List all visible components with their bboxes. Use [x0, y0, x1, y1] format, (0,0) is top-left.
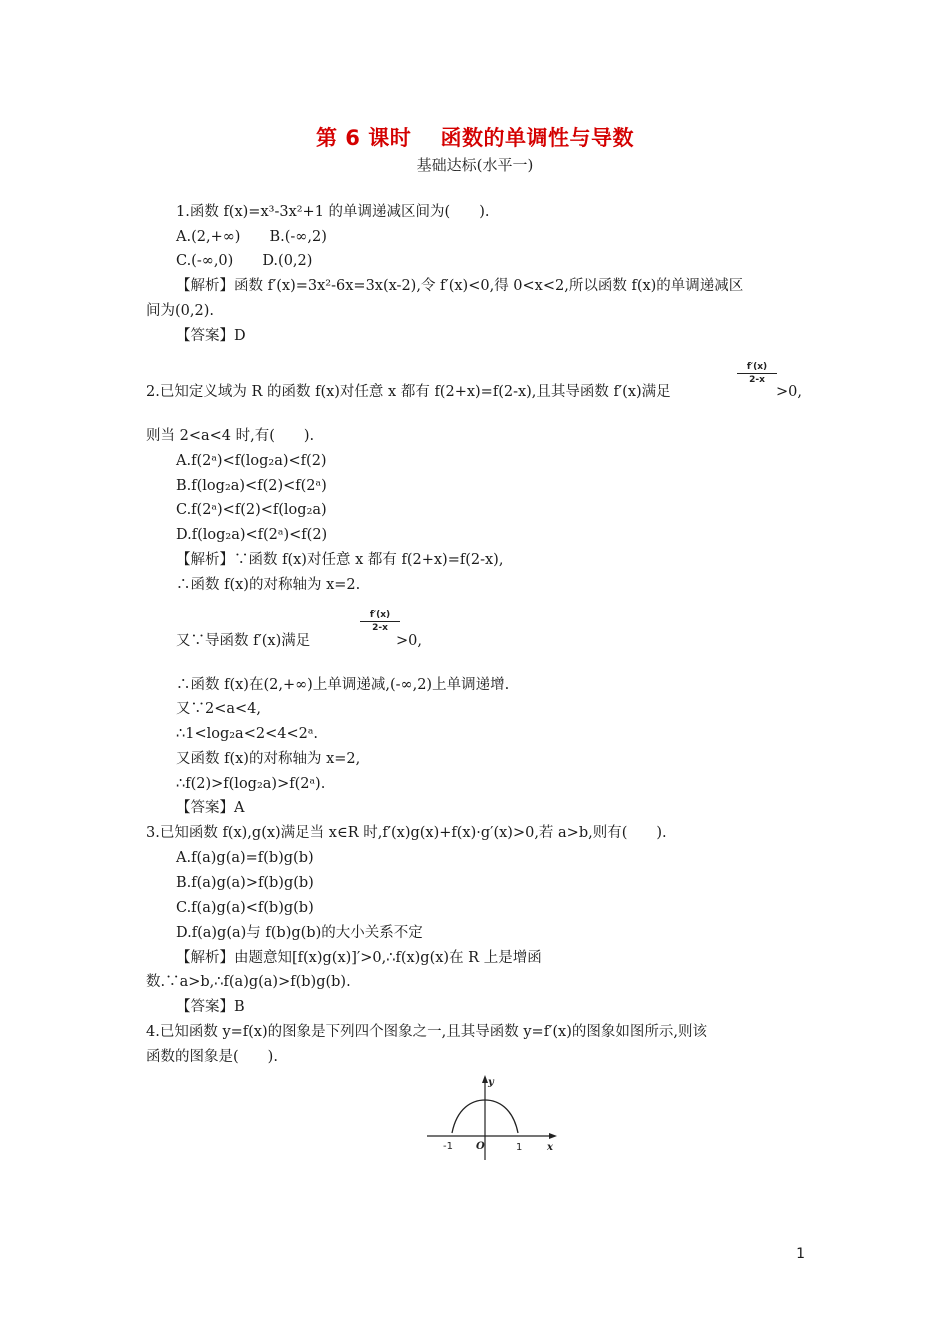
q4-stem-line-2: 函数的图象是( ).	[146, 1049, 278, 1065]
q3-option-a: A.f(a)g(a)=f(b)g(b)	[176, 850, 314, 866]
q1-analysis-line-1: 【解析】函数 f′(x)=3x²-6x=3x(x-2),令 f′(x)<0,得 0<x<2,所以函数 f(x)的单调递减区	[176, 278, 744, 294]
origin-label: O	[476, 1141, 485, 1152]
q2-analysis-7: 又函数 f(x)的对称轴为 x=2,	[176, 751, 361, 767]
q1-options-ab: A.(2,+∞) B.(-∞,2)	[176, 229, 327, 245]
q3-analysis-2: 数.∵a>b,∴f(a)g(a)>f(b)g(b).	[146, 974, 351, 990]
q2-analysis-8: ∴f(2)>f(log₂a)>f(2ᵃ).	[176, 776, 326, 792]
y-axis-label: y	[488, 1077, 494, 1088]
q3-option-c: C.f(a)g(a)<f(b)g(b)	[176, 900, 314, 916]
q2-analysis-3-tail: >0,	[396, 633, 422, 649]
page-subtitle: 基础达标(水平一)	[416, 156, 534, 174]
q3-answer: 【答案】B	[176, 999, 245, 1015]
q2-analysis-5: 又∵2<a<4,	[176, 701, 262, 717]
q2-stem-line-2: 则当 2<a<4 时,有( ).	[146, 428, 315, 444]
q2-stem-line-1: 2.已知定义域为 R 的函数 f(x)对任意 x 都有 f(2+x)=f(2-x),且其导函数 f′(x)满足	[146, 384, 671, 400]
q2-stem-tail: >0,	[776, 384, 802, 400]
fraction-denominator: 2-x	[372, 623, 388, 633]
q2-fraction	[737, 362, 777, 385]
q2-analysis-3: 又∵导函数 f′(x)满足	[176, 633, 311, 649]
fraction-denominator: 2-x	[749, 375, 765, 385]
q2-option-c: C.f(2ᵃ)<f(2)<f(log₂a)	[176, 502, 327, 518]
q4-stem-line-1: 4.已知函数 y=f(x)的图象是下列四个图象之一,且其导函数 y=f′(x)的图象如图所示,则该	[146, 1024, 707, 1040]
x-axis-label: x	[547, 1142, 553, 1153]
q3-option-d: D.f(a)g(a)与 f(b)g(b)的大小关系不定	[176, 925, 423, 941]
fraction-numerator: f′(x)	[737, 362, 777, 374]
page-number: 1	[796, 1246, 805, 1262]
q2-analysis-2: ∴函数 f(x)的对称轴为 x=2.	[176, 577, 361, 593]
q3-analysis-1: 【解析】由题意知[f(x)g(x)]′>0,∴f(x)g(x)在 R 上是增函	[176, 950, 542, 966]
q2-option-a: A.f(2ᵃ)<f(log₂a)<f(2)	[176, 453, 327, 469]
q2-analysis-fraction	[360, 610, 400, 633]
q2-option-b: B.f(log₂a)<f(2)<f(2ᵃ)	[176, 478, 327, 494]
derivative-graph	[425, 1070, 560, 1165]
neg-one-tick-label: -1	[443, 1141, 453, 1152]
x-axis-arrow-icon	[549, 1133, 557, 1139]
q2-option-d: D.f(log₂a)<f(2ᵃ)<f(2)	[176, 527, 328, 543]
q1-options-cd: C.(-∞,0) D.(0,2)	[176, 253, 313, 269]
q1-analysis-line-2: 间为(0,2).	[146, 303, 214, 319]
q2-answer: 【答案】A	[176, 800, 245, 816]
q2-analysis-1: 【解析】∵函数 f(x)对任意 x 都有 f(2+x)=f(2-x),	[176, 552, 504, 568]
q3-option-b: B.f(a)g(a)>f(b)g(b)	[176, 875, 314, 891]
q2-analysis-4: ∴函数 f(x)在(2,+∞)上单调递减,(-∞,2)上单调递增.	[176, 677, 510, 693]
q1-answer: 【答案】D	[176, 328, 246, 344]
q1-stem: 1.函数 f(x)=x³-3x²+1 的单调递减区间为( ).	[176, 204, 490, 220]
one-tick-label: 1	[516, 1142, 523, 1153]
page-title: 第 6 课时 函数的单调性与导数	[315, 126, 635, 150]
q3-stem: 3.已知函数 f(x),g(x)满足当 x∈R 时,f′(x)g(x)+f(x)·g′(x)>0,若 a>b,则有( ).	[146, 825, 667, 841]
fraction-numerator: f′(x)	[360, 610, 400, 622]
q2-analysis-6: ∴1<log₂a<2<4<2ᵃ.	[176, 726, 319, 742]
